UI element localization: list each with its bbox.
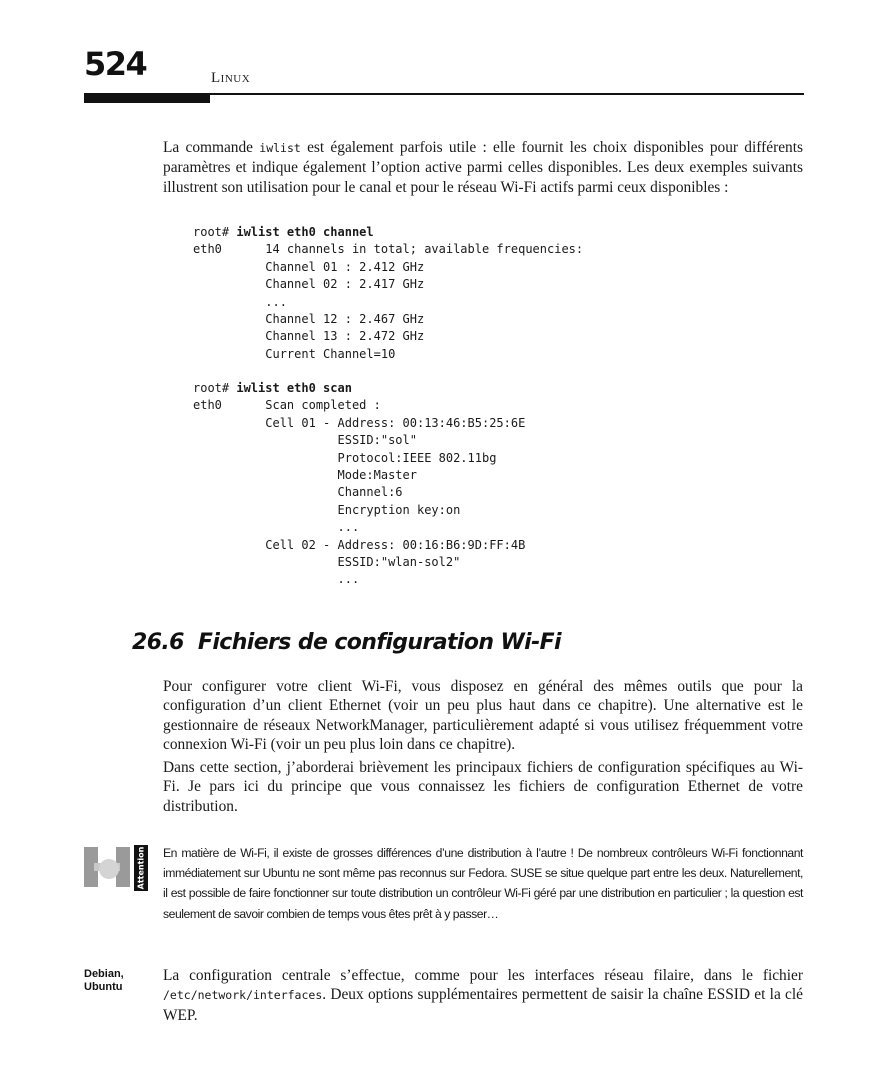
section-number: 26.6 (132, 630, 184, 655)
body-paragraph: Pour configurer votre client Wi-Fi, vous disposez en général des mêmes outils que pour la configuration d’un client Ethernet (voir un peu plus haut dans ce chapitre). Une alternative est le gestionnaire de réseaux NetworkManager, particulièrement adapté si vous utilisez fréquemment votre connexion Wi-Fi (voir un peu plus loin dans ce chapitre). (163, 678, 803, 753)
section-heading (132, 630, 561, 655)
intro-paragraph (163, 138, 803, 197)
attention-icon (84, 843, 150, 891)
margin-note: Debian, Ubuntu (84, 968, 124, 993)
final-text-end: . Deux options supplémentaires permettent de saisir la chaîne ESSID et la clé WEP. (163, 986, 803, 1024)
attention-icon-label: Attention (136, 846, 146, 890)
page-number: 524 (84, 45, 147, 83)
header-rule-tab (84, 93, 210, 103)
code-command: iwlist eth0 scan (236, 381, 352, 395)
intro-text-end: est également parfois utile : elle fournit les choix disponibles pour différents paramètres et indique également l’option active parmi celles disponibles. Les deux exemples suivants illustrent son utilisation pour le canal et pour le réseau Wi-Fi actifs parmi ceux disponibles : (163, 139, 803, 196)
body-paragraph: Dans cette section, j’aborderai brièvement les principaux fichiers de configuration spécifiques au Wi-Fi. Je pars ici du principe que vous connaissez les fichiers de configuration Ethernet de votre distribution. (163, 759, 803, 815)
attention-note: En matière de Wi-Fi, il existe de grosses différences d’une distribution à l’autre ! De nombreux contrôleurs Wi-Fi fonctionnant immédiatement sur Ubuntu ne sont même pas reconnus sur Fedora. SUSE se situe quelque part entre les deux. Naturellement, il est possible de faire fonctionner sur toute distribution un contrôleur Wi-Fi géré par une distribution en particulier ; la question est seulement de savoir combien de temps vous êtes prêt à y passer… (163, 846, 803, 921)
intro-text-start: La commande (163, 139, 260, 156)
final-paragraph (163, 966, 803, 1025)
inline-command: iwlist (259, 141, 301, 155)
code-block-scan (193, 380, 525, 589)
code-command: iwlist eth0 channel (236, 225, 374, 239)
code-block-channel (193, 224, 583, 363)
code-prompt: root# (193, 225, 237, 239)
running-title: Linux (211, 70, 251, 86)
code-prompt: root# (193, 381, 237, 395)
section-title: Fichiers de configuration Wi-Fi (197, 630, 561, 655)
final-text-start: La configuration centrale s’effectue, comme pour les interfaces réseau filaire, dans le fichier (163, 967, 803, 984)
code-output: eth0 Scan completed : Cell 01 - Address: 00:13:46:B5:25:6E ESSID:"sol" Protocol:IEEE 802.11bg Mode:Master Channel:6 Encryption key:on ... Cell 02 - Address: 00:16:B6:9D:FF:4B ESSID:"wlan-sol2" ... (193, 398, 526, 587)
code-output: eth0 14 channels in total; available frequencies: Channel 01 : 2.412 GHz Channel 02 : 2.417 GHz ... Channel 12 : 2.467 GHz Channel 13 : 2.472 GHz Current Channel=10 (193, 242, 584, 361)
inline-path: /etc/network/interfaces (163, 988, 323, 1003)
